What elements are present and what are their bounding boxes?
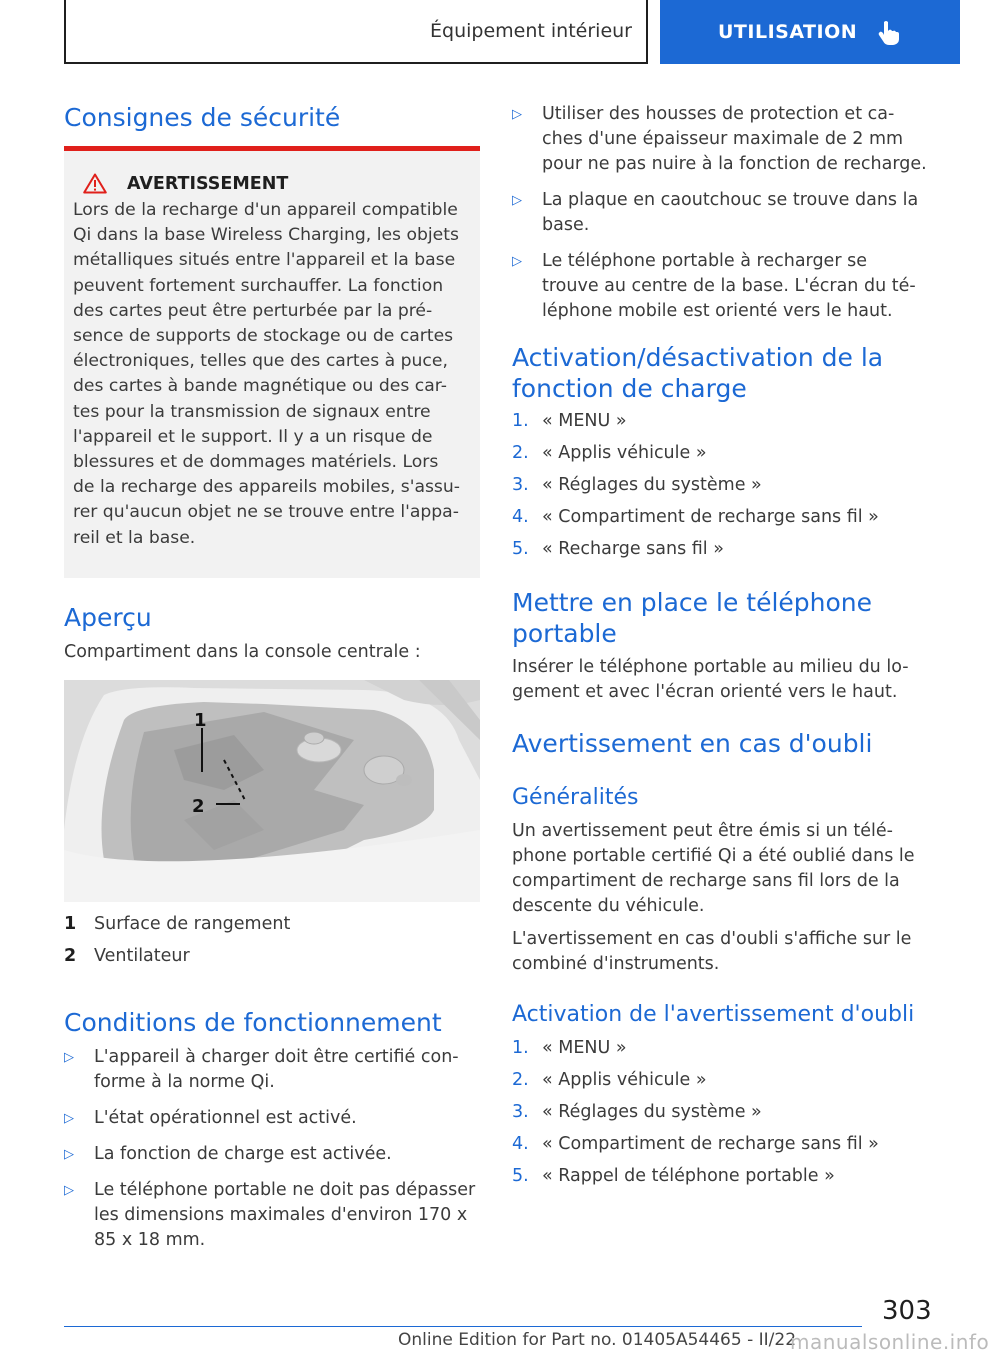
list-item-line: ▷ Utiliser des housses de protection et ca-	[542, 104, 895, 124]
list-item	[512, 1132, 932, 1164]
forget-steps	[512, 1036, 932, 1196]
heading-place-phone	[512, 587, 872, 649]
warning-line: l'appareil et le support. Il y a un risque de	[73, 426, 433, 447]
step-number: 5.	[512, 1166, 529, 1186]
list-item-line: ▷ L'état opérationnel est activé.	[94, 1108, 357, 1128]
warning-line: Qi dans la base Wireless Charging, les objets	[73, 225, 459, 246]
legend-text: Ventilateur	[94, 946, 190, 966]
photo-label-2: 2	[192, 796, 205, 817]
list-item-line: ▷ L'appareil à charger doit être certifié con-	[94, 1047, 459, 1067]
edition-text: Online Edition for Part no. 01405A54465 - II/22	[398, 1330, 797, 1350]
list-item-line: ▷ La fonction de charge est activée.	[94, 1144, 392, 1164]
warning-line: rer qu'aucun objet ne se trouve entre l'appa-	[73, 502, 459, 523]
step-number: 5.	[512, 539, 529, 559]
list-item	[512, 441, 932, 473]
list-item	[512, 473, 932, 505]
heading-line: portable	[512, 619, 617, 648]
text-line: Insérer le téléphone portable au milieu du lo-	[512, 657, 909, 677]
general-text-2	[512, 927, 911, 977]
list-item-line: ▷ La plaque en caoutchouc se trouve dans la	[542, 190, 919, 210]
list-item-line: ▷ Le téléphone portable ne doit pas dépasser	[94, 1180, 476, 1200]
general-text	[512, 819, 915, 919]
header-section-title: Équipement intérieur	[430, 20, 632, 42]
list-item	[512, 1164, 932, 1196]
heading-line: fonction de charge	[512, 374, 747, 403]
warning-text	[73, 198, 472, 551]
list-item-line: trouve au centre de la base. L'écran du té-	[542, 276, 916, 296]
text-line: phone portable certifié Qi a été oublié dans le	[512, 846, 915, 866]
text-line: Un avertissement peut être émis si un télé-	[512, 821, 893, 841]
legend-text: Surface de rangement	[94, 914, 291, 934]
text-line: descente du véhicule.	[512, 896, 705, 916]
warning-title: AVERTISSEMENT	[127, 173, 289, 194]
step-text: « MENU »	[542, 1038, 627, 1058]
watermark: manualsonline.info	[790, 1330, 989, 1354]
heading-safety: Consignes de sécurité	[64, 103, 341, 132]
header-section	[64, 0, 648, 64]
list-item-line: pour ne pas nuire à la fonction de recharge.	[542, 154, 927, 174]
activation-steps	[512, 409, 932, 569]
heading-general: Généralités	[512, 785, 639, 810]
list-item	[512, 102, 932, 177]
heading-activation	[512, 342, 883, 404]
warning-line: des cartes peut être perturbée par la pré-	[73, 300, 433, 321]
warning-line: tes pour la transmission de signaux entre	[73, 401, 431, 422]
heading-line: Mettre en place le téléphone	[512, 588, 873, 617]
hand-pointer-icon	[875, 18, 903, 46]
warning-triangle-icon	[83, 173, 107, 194]
list-item	[512, 188, 932, 238]
step-text: « Réglages du système »	[542, 1102, 762, 1122]
step-number: 4.	[512, 1134, 529, 1154]
heading-forget-warning: Avertissement en cas d'oubli	[512, 729, 873, 758]
header-chapter	[660, 0, 960, 64]
step-text: « Applis véhicule »	[542, 1070, 707, 1090]
step-text: « Compartiment de recharge sans fil »	[542, 507, 879, 527]
warning-line: électroniques, telles que des cartes à puce,	[73, 351, 448, 372]
text-line: gement et avec l'écran orienté vers le haut.	[512, 682, 898, 702]
list-item-line: forme à la norme Qi.	[94, 1072, 275, 1092]
text-line: combiné d'instruments.	[512, 954, 720, 974]
list-item-line: ▷ Le téléphone portable à recharger se	[542, 251, 867, 271]
place-text	[512, 655, 909, 705]
warning-line: des cartes à bande magnétique ou des car-	[73, 376, 447, 397]
list-item-line: les dimensions maximales d'environ 170 x	[94, 1205, 468, 1225]
list-item	[512, 1036, 932, 1068]
step-number: 1.	[512, 1038, 529, 1058]
warning-line: peuvent fortement surchauffer. La fonction	[73, 275, 444, 296]
heading-conditions: Conditions de fonctionnement	[64, 1008, 442, 1037]
list-item	[512, 505, 932, 537]
warning-line: reil et la base.	[73, 527, 196, 548]
list-item	[512, 409, 932, 441]
protection-list	[512, 102, 932, 335]
list-item	[64, 1142, 484, 1167]
step-number: 4.	[512, 507, 529, 527]
legend-item	[64, 946, 190, 966]
text-line: compartiment de recharge sans fil lors de la	[512, 871, 900, 891]
list-item	[64, 1106, 484, 1131]
list-item	[512, 249, 932, 324]
legend-number: 2	[64, 946, 77, 966]
step-text: « Rappel de téléphone portable »	[542, 1166, 835, 1186]
step-number: 2.	[512, 1070, 529, 1090]
list-item	[512, 1068, 932, 1100]
list-item-line: base.	[542, 215, 590, 235]
step-text: « Réglages du système »	[542, 475, 762, 495]
step-number: 2.	[512, 443, 529, 463]
warning-line: de la recharge des appareils mobiles, s'assu-	[73, 477, 460, 498]
console-compartment-photo	[64, 680, 480, 902]
step-text: « Compartiment de recharge sans fil »	[542, 1134, 879, 1154]
step-number: 3.	[512, 1102, 529, 1122]
legend-number: 1	[64, 914, 77, 934]
warning-line: Lors de la recharge d'un appareil compatible	[73, 200, 458, 220]
step-number: 3.	[512, 475, 529, 495]
conditions-list	[64, 1045, 484, 1264]
warning-line: blessures et de dommages matériels. Lors	[73, 452, 439, 473]
heading-line: Activation/désactivation de la	[512, 343, 884, 372]
step-text: « Recharge sans fil »	[542, 539, 724, 559]
list-item	[512, 537, 932, 569]
warning-box	[64, 146, 480, 578]
page-number: 303	[882, 1296, 932, 1326]
overview-text: Compartiment dans la console centrale :	[64, 642, 421, 662]
step-text: « MENU »	[542, 411, 627, 431]
footer-divider	[64, 1326, 862, 1327]
warning-title-row	[73, 173, 472, 194]
text-line: L'avertissement en cas d'oubli s'affiche sur le	[512, 929, 912, 949]
photo-label-1: 1	[194, 710, 207, 731]
warning-line: métalliques situés entre l'appareil et la base	[73, 250, 456, 271]
list-item	[512, 1100, 932, 1132]
warning-line: sence de supports de stockage ou de cartes	[73, 326, 454, 347]
list-item-line: léphone mobile est orienté vers le haut.	[542, 301, 893, 321]
list-item-line: ches d'une épaisseur maximale de 2 mm	[542, 129, 904, 149]
list-item-line: 85 x 18 mm.	[94, 1230, 206, 1250]
step-text: « Applis véhicule »	[542, 443, 707, 463]
list-item	[64, 1045, 484, 1095]
heading-overview: Aperçu	[64, 603, 152, 632]
list-item	[64, 1178, 484, 1253]
heading-forget-activation: Activation de l'avertissement d'oubli	[512, 1002, 915, 1027]
header-chapter-title: UTILISATION	[718, 21, 858, 43]
legend-item	[64, 914, 290, 934]
step-number: 1.	[512, 411, 529, 431]
